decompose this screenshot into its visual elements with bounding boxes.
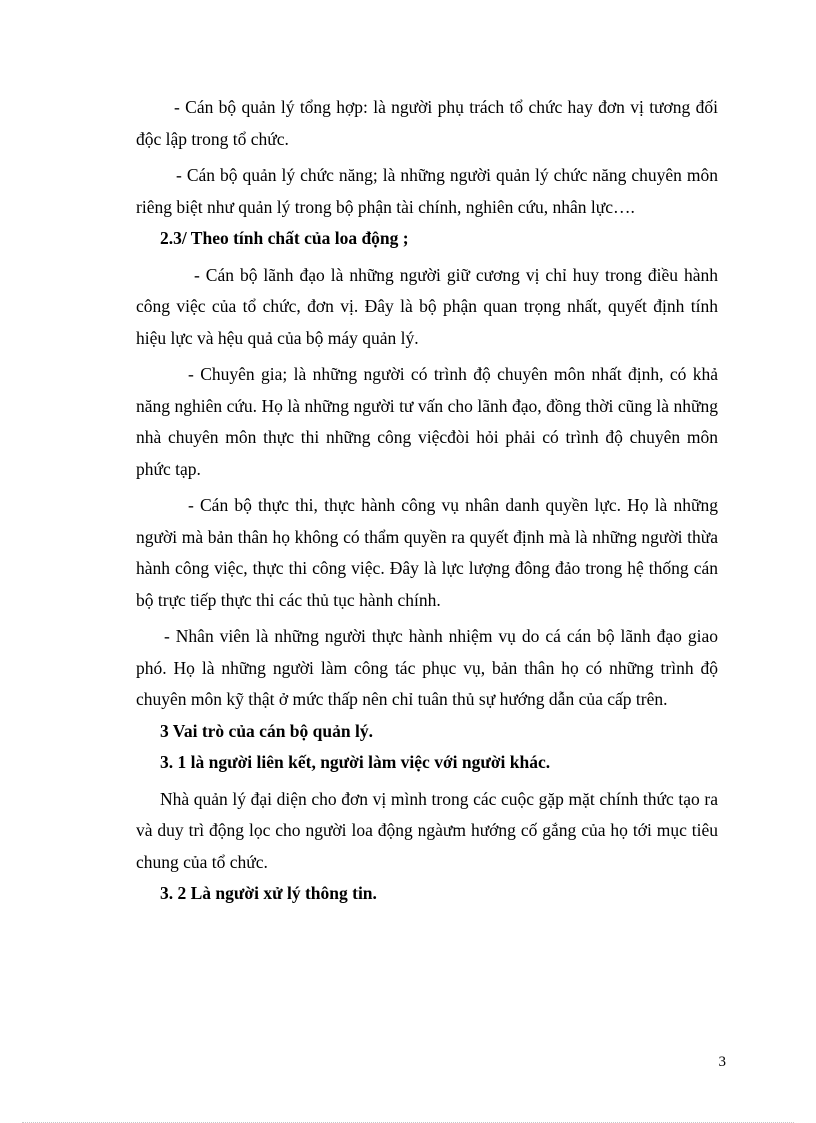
document-body	[136, 92, 718, 910]
paragraph-staff: - Nhân viên là những người thực hành nhiệm vụ do cá cán bộ lãnh đạo giao phó. Họ là những người làm công tác phục vụ, bản thân họ có những trình độ chuyên môn kỹ thật ở mức thấp nên chỉ tuân thủ sự hướng dẫn của cấp trên.	[136, 626, 718, 709]
paragraph-executives: - Cán bộ thực thi, thực hành công vụ nhân danh quyền lực. Họ là những người mà bản thân họ không có thẩm quyền ra quyết định mà là những người thừa hành công việc, thực thi công việc. Đây là lực lượng đông đảo trong hệ thống cán bộ trực tiếp thực thi các thủ tục hành chính.	[136, 495, 718, 610]
paragraph-functional-manager: - Cán bộ quản lý chức năng; là những người quản lý chức năng chuyên môn riêng biệt như quản lý trong bộ phận tài chính, nghiên cứu, nhân lực….	[136, 165, 718, 217]
page-number: 3	[718, 1054, 726, 1070]
paragraph-general-manager: - Cán bộ quản lý tổng hợp: là người phụ trách tổ chức hay đơn vị tương đối độc lập trong tổ chức.	[136, 97, 718, 149]
section-heading-3: 3 Vai trò của cán bộ quản lý.	[160, 720, 373, 741]
paragraph-leaders: - Cán bộ lãnh đạo là những người giữ cương vị chỉ huy trong điều hành công việc của tổ chức, đơn vị. Đây là bộ phận quan trọng nhất, quyết định tính hiệu lực và hệu quả của bộ máy quản lý.	[136, 264, 718, 348]
paragraph-experts: - Chuyên gia; là những người có trình độ chuyên môn nhất định, có khả năng nghiên cứu. Họ là những người tư vấn cho lãnh đạo, đồng thời cũng là những nhà chuyên môn thực thi những công việcđòi hỏi phải có trình độ chuyên môn phức tạp.	[136, 364, 718, 479]
section-heading-3-2: 3. 2 Là người xử lý thông tin.	[160, 883, 377, 903]
paragraph-representative: Nhà quản lý đại diện cho đơn vị mình trong các cuộc gặp mặt chính thức tạo ra và duy trì động lọc cho người loa động ngàưm hướng cố gắng của họ tới mục tiêu chung của tổ chức.	[136, 788, 718, 872]
section-heading-2-3: 2.3/ Theo tính chất của loa động ;	[160, 228, 409, 248]
section-heading-3-1: 3. 1 là người liên kết, người làm việc với người khác.	[160, 752, 551, 772]
